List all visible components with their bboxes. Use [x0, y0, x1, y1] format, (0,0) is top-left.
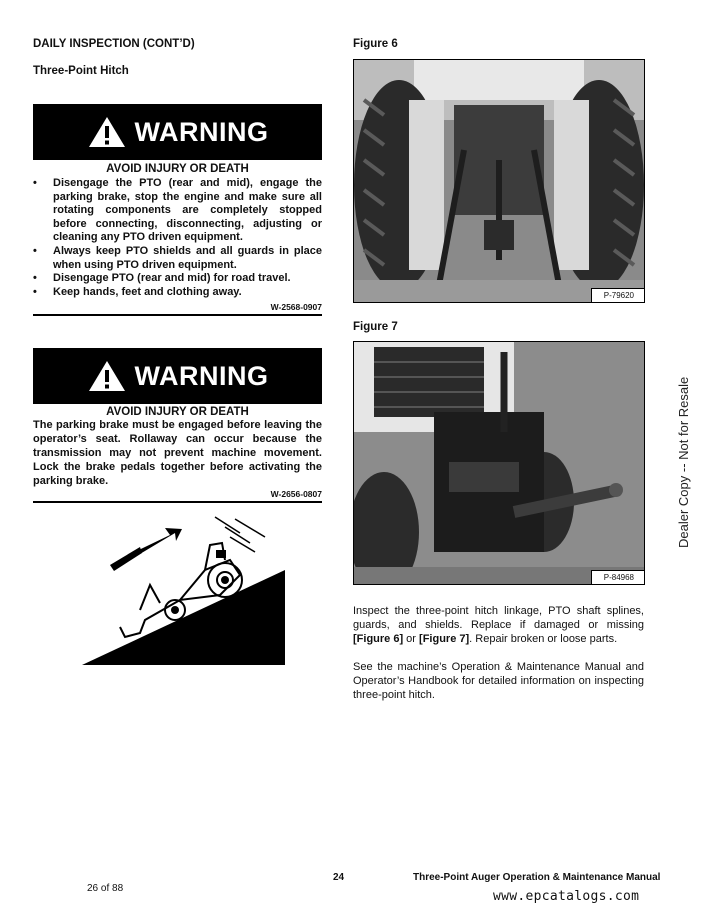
warning-banner-text: WARNING — [134, 360, 269, 391]
warning-code: W-2568-0907 — [270, 302, 322, 312]
subsection-title: Three-Point Hitch — [33, 65, 129, 77]
warning-heading: AVOID INJURY OR DEATH — [106, 163, 249, 175]
source-url[interactable]: www.epcatalogs.com — [493, 889, 640, 904]
list-item: • Disengage the PTO (rear and mid), engage the parking brake, stop the engine and make sure all rotating components are completely stopped before connecting, disconnecting, adjusting or cleaning any PTO driven equipment. — [33, 177, 322, 244]
figure-7-label: Figure 7 — [353, 321, 398, 333]
photo-code: P-79620 — [591, 288, 644, 302]
list-item: • Always keep PTO shields and all guards in place when using PTO driven equipment. — [33, 244, 322, 271]
warning-text: The parking brake must be engaged before leaving the operator’s seat. Rollaway can occur because the transmission may not prevent machine movement. Lock the brake pedals together before activating the parking brake. — [33, 419, 322, 487]
figure-7-reference: [Figure 7] — [419, 633, 470, 645]
figure-6-photo — [353, 59, 645, 303]
figure-6-label: Figure 6 — [353, 38, 398, 50]
page-count: 26 of 88 — [87, 883, 124, 894]
figure-7-photo — [353, 341, 645, 585]
divider — [33, 501, 322, 503]
page-number: 24 — [333, 872, 345, 883]
warning-code: W-2656-0807 — [270, 489, 322, 499]
photo-code: P-84968 — [591, 570, 644, 584]
warning-bullet-list — [33, 177, 322, 299]
reference-paragraph: See the machine’s Operation & Maintenance Manual and Operator’s Handbook for detailed information on inspecting three-point hitch. — [353, 661, 644, 701]
inspection-paragraph: Inspect the three-point hitch linkage, PTO shaft splines, guards, and shields. Replace if damaged or missing [Figure 6] or [Figure 7]. Repair broken or loose parts. — [353, 605, 644, 645]
section-title: DAILY INSPECTION (CONT’D) — [33, 38, 195, 50]
warning-banner-1 — [33, 104, 322, 160]
dealer-copy-note: Dealer Copy -- Not for Resale — [676, 376, 691, 548]
figure-6-reference: [Figure 6] — [353, 633, 404, 645]
warning-heading: AVOID INJURY OR DEATH — [106, 406, 249, 418]
warning-banner-text: WARNING — [134, 116, 269, 147]
list-item: • Keep hands, feet and clothing away. — [33, 285, 242, 298]
divider — [33, 314, 322, 316]
list-item: • Disengage PTO (rear and mid) for road travel. — [33, 272, 291, 285]
rollaway-illustration — [80, 515, 295, 670]
warning-banner-2 — [33, 348, 322, 404]
manual-title: Three-Point Auger Operation & Maintenance Manual — [413, 872, 661, 883]
warning-triangle-icon — [87, 359, 127, 393]
warning-triangle-icon — [87, 115, 127, 149]
